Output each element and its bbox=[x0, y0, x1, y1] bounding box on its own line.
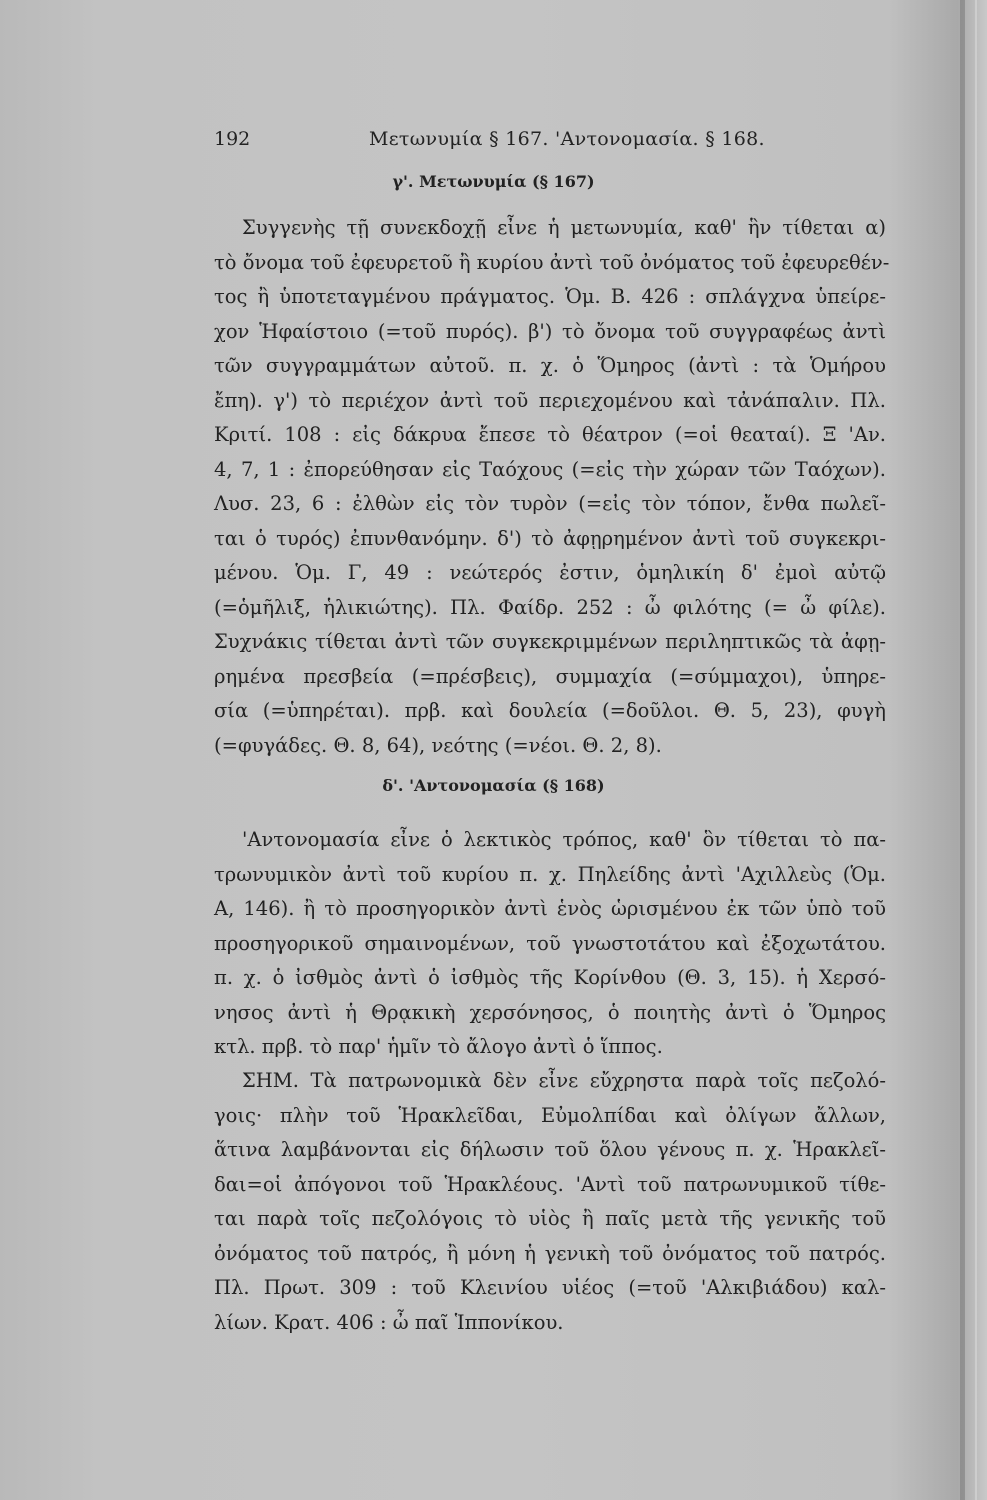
text-line: τρωνυμικὸν ἀντὶ τοῦ κυρίου π. χ. Πηλείδης ἀντὶ 'Αχιλλεὺς (Ὁμ. bbox=[214, 862, 886, 886]
text-line: χον Ἡφαίστοιο (=τοῦ πυρός). β') τὸ ὄνομα τοῦ συγγραφέως ἀντὶ bbox=[214, 319, 886, 343]
text-line: 'Αντονομασία εἶνε ὁ λεκτικὸς τρόπος, καθ' ὃν τίθεται τὸ πα- bbox=[242, 828, 886, 851]
text-line: ρημένα πρεσβεία (=πρέσβεις), συμμαχία (=σύμμαχοι), ὑπηρε- bbox=[214, 664, 886, 688]
section-heading-metonymy: γ'. Μετωνυμία (§ 167) bbox=[392, 172, 595, 191]
text-line: λίων. Κρατ. 406 : ὦ παῖ Ἱππονίκου. bbox=[214, 1310, 564, 1334]
text-line: κτλ. πρβ. τὸ παρ' ἡμῖν τὸ ἄλογο ἀντὶ ὁ ἵππος. bbox=[214, 1035, 663, 1058]
text-line: νησος ἀντὶ ἡ Θρᾳκικὴ χερσόνησος, ὁ ποιητὴς ἀντὶ ὁ Ὅμηρος bbox=[214, 1000, 886, 1024]
text-line: σία (=ὑπηρέται). πρβ. καὶ δουλεία (=δοῦλοι. Θ. 5, 23), φυγὴ bbox=[214, 699, 886, 722]
text-line: Α, 146). ἢ τὸ προσηγορικὸν ἀντὶ ἑνὸς ὡρισμένου ἐκ τῶν ὑπὸ τοῦ bbox=[214, 897, 886, 920]
text-line: ΣΗΜ. Τὰ πατρωνομικὰ δὲν εἶνε εὔχρηστα παρὰ τοῖς πεζολό- bbox=[242, 1069, 886, 1092]
text-line: 4, 7, 1 : ἐπορεύθησαν εἰς Ταόχους (=εἰς τὴν χώραν τῶν Ταόχων). bbox=[214, 457, 886, 481]
text-line: ὀνόματος τοῦ πατρός, ἢ μόνη ἡ γενικὴ τοῦ ὀνόματος τοῦ πατρός. bbox=[214, 1241, 886, 1265]
text-line: Πλ. Πρωτ. 309 : τοῦ Κλεινίου υἱέος (=τοῦ 'Αλκιβιάδου) καλ- bbox=[214, 1276, 886, 1299]
text-line: τος ἢ ὑποτεταγμένου πράγματος. Ὁμ. Β. 426 : σπλάγχνα ὑπείρε- bbox=[214, 285, 886, 308]
text-line: τὸ ὄνομα τοῦ ἐφευρετοῦ ἢ κυρίου ἀντὶ τοῦ ὀνόματος τοῦ ἐφευρεθέν- bbox=[214, 250, 890, 274]
text-line: ἅτινα λαμβάνονται εἰς δήλωσιν τοῦ ὅλου γένους π. χ. Ἡρακλεῖ- bbox=[214, 1138, 886, 1161]
metonymy-paragraph bbox=[214, 211, 890, 763]
text-line: δαι=οἱ ἀπόγονοι τοῦ Ἡρακλέους. 'Αντὶ τοῦ πατρωνυμικοῦ τίθε- bbox=[214, 1172, 886, 1196]
page-edge-highlight bbox=[975, 0, 977, 1500]
text-line: (=φυγάδες. Θ. 8, 64), νεότης (=νέοι. Θ. 2, 8). bbox=[214, 733, 662, 757]
text-line: ἔπη). γ') τὸ περιέχον ἀντὶ τοῦ περιεχομένου καὶ τἀνάπαλιν. Πλ. bbox=[214, 388, 886, 412]
text-line: Συγγενὴς τῇ συνεκδοχῇ εἶνε ἡ μετωνυμία, καθ' ἣν τίθεται α) bbox=[242, 216, 886, 239]
text-line: (=ὁμῆλιξ, ἡλικιώτης). Πλ. Φαίδρ. 252 : ὦ φιλότης (= ὦ φίλε). bbox=[214, 595, 886, 619]
text-line: γοις· πλὴν τοῦ Ἡρακλεῖδαι, Εὐμολπίδαι καὶ ὀλίγων ἄλλων, bbox=[214, 1103, 886, 1127]
text-line: Κριτί. 108 : εἰς δάκρυα ἔπεσε τὸ θέατρον (=οἱ θεαταί). Ξ 'Αν. bbox=[214, 423, 886, 446]
text-line: π. χ. ὁ ἰσθμὸς ἀντὶ ὁ ἰσθμὸς τῆς Κορίνθου (Θ. 3, 15). ἡ Χερσό- bbox=[214, 966, 886, 989]
text-line: προσηγορικοῦ σημαινομένων, τοῦ γνωστοτάτου καὶ ἐξοχωτάτου. bbox=[214, 931, 886, 955]
section-heading-antonomasia: δ'. 'Αντονομασία (§ 168) bbox=[382, 776, 605, 795]
text-line: τῶν συγγραμμάτων αὐτοῦ. π. χ. ὁ Ὅμηρος (ἀντὶ : τὰ Ὁμήρου bbox=[214, 354, 886, 377]
page-header bbox=[214, 122, 884, 156]
running-title: Μετωνυμία § 167. 'Αντονομασία. § 168. bbox=[369, 128, 765, 150]
antonomasia-paragraph bbox=[214, 823, 886, 1065]
text-line: μένου. Ὁμ. Γ, 49 : νεώτερός ἐστιν, ὁμηλικίη δ' ἐμοὶ αὐτῷ bbox=[214, 561, 886, 584]
note-paragraph bbox=[214, 1064, 886, 1340]
text-line: Συχνάκις τίθεται ἀντὶ τῶν συγκεκριμμένων περιληπτικῶς τὰ ἀφῃ- bbox=[214, 630, 886, 653]
text-line: ται παρὰ τοῖς πεζολόγοις τὸ υἱὸς ἢ παῖς μετὰ τῆς γενικῆς τοῦ bbox=[214, 1207, 886, 1230]
text-line: ται ὁ τυρός) ἐπυνθανόμην. δ') τὸ ἀφῃρημένον ἀντὶ τοῦ συγκεκρι- bbox=[214, 526, 886, 550]
page-number: 192 bbox=[214, 128, 251, 150]
page-edge-shadow bbox=[960, 0, 965, 1500]
text-line: Λυσ. 23, 6 : ἐλθὼν εἰς τὸν τυρὸν (=εἰς τὸν τόπον, ἔνθα πωλεῖ- bbox=[214, 492, 886, 515]
